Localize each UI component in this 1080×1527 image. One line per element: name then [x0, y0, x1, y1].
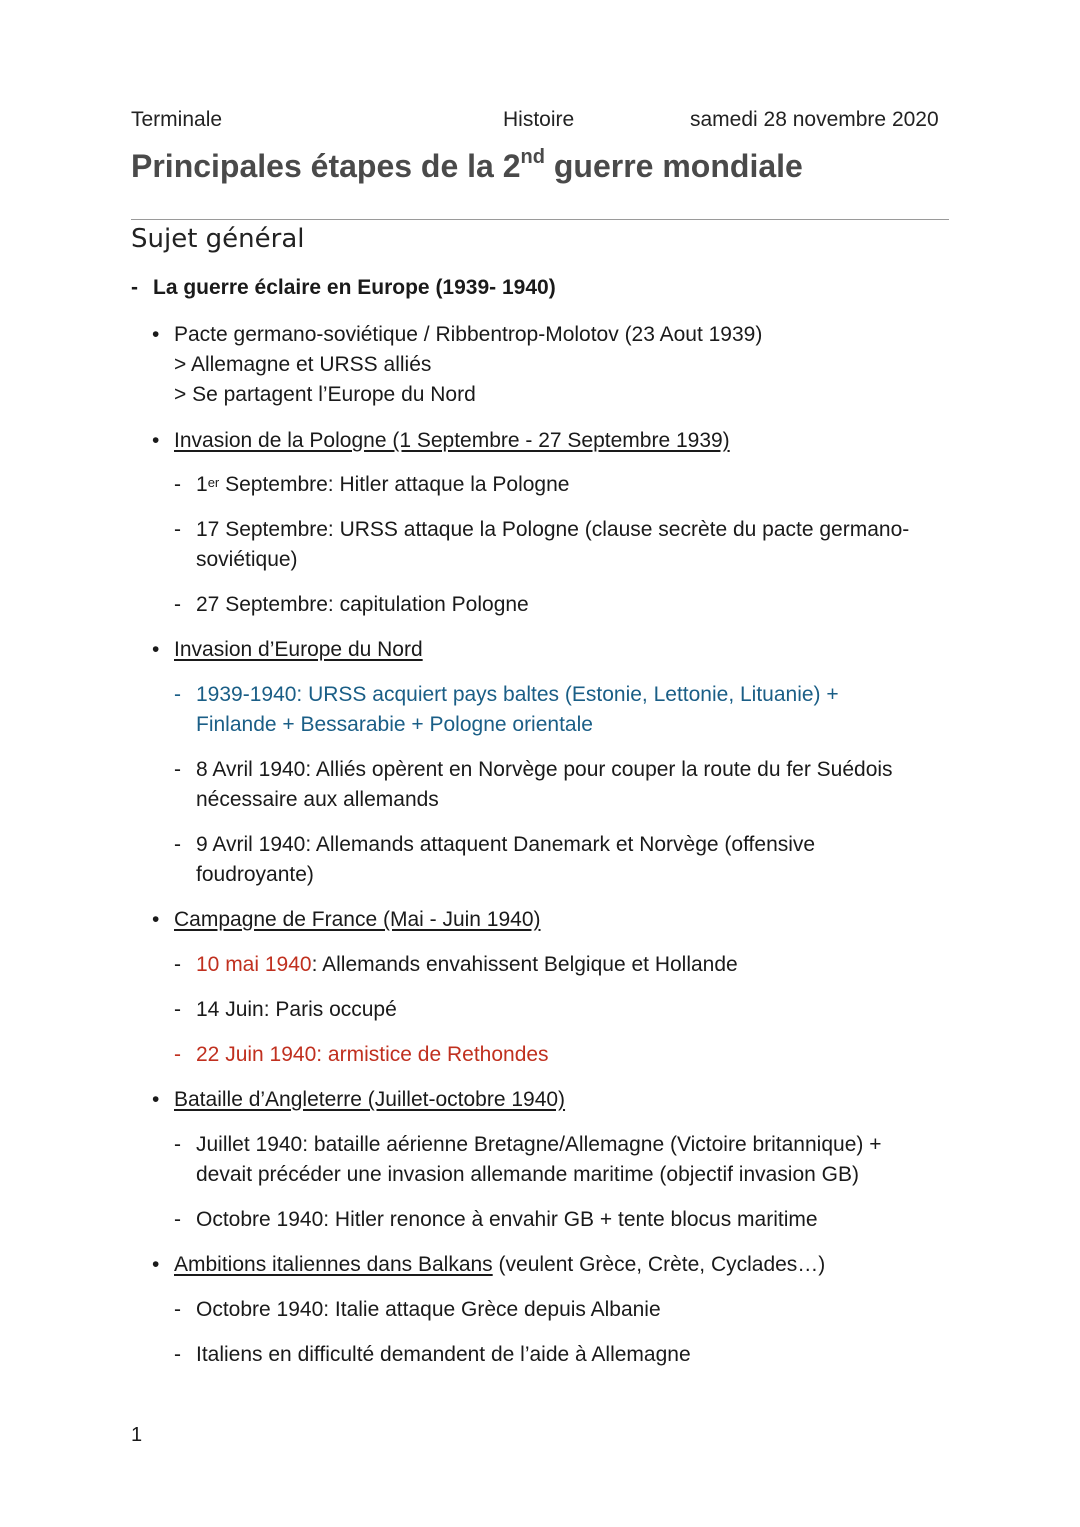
pacte-line-1: Pacte germano-soviétique / Ribbentrop-Molotov (23 Aout 1939)	[174, 323, 763, 346]
france-item-1: 10 mai 1940: Allemands envahissent Belgique et Hollande	[196, 953, 738, 976]
france-item-3: 22 Juin 1940: armistice de Rethondes	[196, 1043, 549, 1066]
balkans-item-2: Italiens en difficulté demandent de l’aide à Allemagne	[196, 1343, 691, 1366]
pologne-heading: Invasion de la Pologne (1 Septembre - 27 Septembre 1939)	[174, 429, 730, 452]
page-number: 1	[131, 1424, 143, 1446]
dash-marker: -	[174, 1343, 181, 1366]
page-title: Principales étapes de la 2nd guerre mondiale	[131, 146, 803, 184]
nord-item-3-line-2: foudroyante)	[196, 863, 314, 886]
section-heading: - La guerre éclaire en Europe (1939- 1940)	[131, 276, 556, 299]
title-divider	[131, 219, 949, 220]
pologne-item-3: 27 Septembre: capitulation Pologne	[196, 593, 529, 616]
balkans-item-1: Octobre 1940: Italie attaque Grèce depuis Albanie	[196, 1298, 661, 1321]
bullet-marker: •	[152, 908, 160, 931]
nord-item-1-line-2: Finlande + Bessarabie + Pologne orientale	[196, 713, 593, 736]
france-item-2: 14 Juin: Paris occupé	[196, 998, 397, 1021]
subject-heading: Sujet général	[131, 224, 305, 254]
dash-marker: -	[174, 953, 181, 976]
dash-marker: -	[174, 473, 181, 496]
header-class: Terminale	[131, 108, 223, 131]
bullet-marker: •	[152, 323, 160, 346]
bullet-marker: •	[152, 638, 160, 661]
header-subject: Histoire	[503, 108, 575, 131]
dash-marker: -	[174, 593, 181, 616]
pologne-item-2-line-1: 17 Septembre: URSS attaque la Pologne (clause secrète du pacte germano-	[196, 518, 910, 541]
pologne-item-2-line-2: soviétique)	[196, 548, 298, 571]
header-date: samedi 28 novembre 2020	[690, 108, 939, 131]
nord-item-2-line-2: nécessaire aux allemands	[196, 788, 439, 811]
dash-marker: -	[174, 1133, 181, 1156]
bullet-marker: •	[152, 1253, 160, 1276]
dash-marker: -	[174, 1208, 181, 1231]
pologne-item-1: 1er Septembre: Hitler attaque la Pologne	[196, 473, 570, 496]
nord-item-3-line-1: 9 Avril 1940: Allemands attaquent Danemark et Norvège (offensive	[196, 833, 816, 856]
angleterre-item-1-line-1: Juillet 1940: bataille aérienne Bretagne/Allemagne (Victoire britannique) +	[196, 1133, 882, 1156]
nord-heading: Invasion d’Europe du Nord	[174, 638, 423, 661]
dash-marker: -	[174, 518, 181, 541]
angleterre-heading: Bataille d’Angleterre (Juillet-octobre 1940)	[174, 1088, 566, 1111]
dash-marker: -	[174, 998, 181, 1021]
dash-marker: -	[174, 1043, 181, 1066]
balkans-heading: Ambitions italiennes dans Balkans (veulent Grèce, Crète, Cyclades…)	[174, 1253, 826, 1276]
angleterre-item-2: Octobre 1940: Hitler renonce à envahir GB + tente blocus maritime	[196, 1208, 818, 1231]
dash-marker: -	[174, 1298, 181, 1321]
bullet-marker: •	[152, 1088, 160, 1111]
dash-marker: -	[174, 833, 181, 856]
dash-marker: -	[174, 758, 181, 781]
pacte-line-3: > Se partagent l’Europe du Nord	[174, 383, 476, 406]
dash-marker: -	[174, 683, 181, 706]
france-heading: Campagne de France (Mai - Juin 1940)	[174, 908, 541, 931]
pacte-line-2: > Allemagne et URSS alliés	[174, 353, 432, 376]
nord-item-1-line-1: 1939-1940: URSS acquiert pays baltes (Estonie, Lettonie, Lituanie) +	[196, 683, 839, 706]
nord-item-2-line-1: 8 Avril 1940: Alliés opèrent en Norvège pour couper la route du fer Suédois	[196, 758, 893, 781]
bullet-marker: •	[152, 429, 160, 452]
angleterre-item-1-line-2: devait précéder une invasion allemande maritime (objectif invasion GB)	[196, 1163, 859, 1186]
